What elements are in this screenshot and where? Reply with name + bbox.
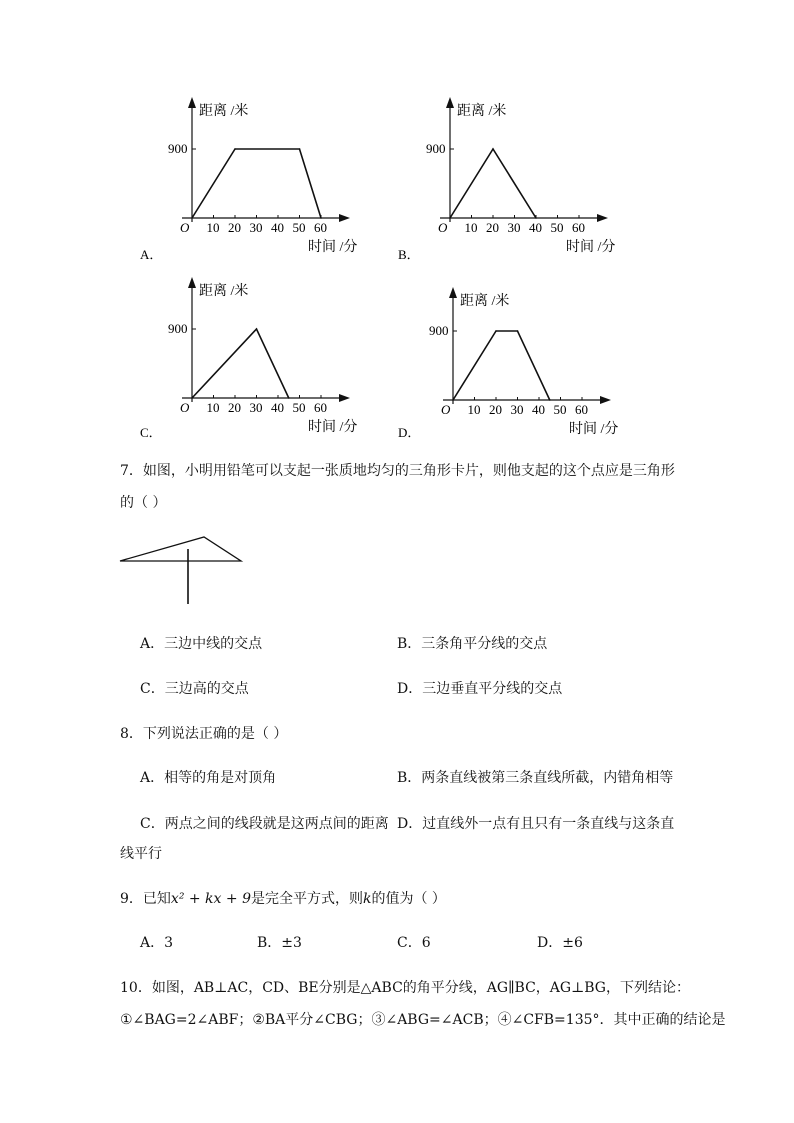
q9-option-b[interactable]: B．±3 <box>257 935 302 951</box>
data-point <box>191 397 193 399</box>
data-point <box>320 217 322 219</box>
x-tick-label: 20 <box>486 220 499 235</box>
q7-option-c[interactable]: C．三边高的交点 <box>140 681 249 697</box>
y-axis-arrow-icon <box>449 287 457 298</box>
x-tick-label: 30 <box>507 220 521 235</box>
q8-option-c[interactable]: C．两点之间的线段就是这两点间的距离 <box>140 816 389 832</box>
q7-option-b[interactable]: B．三条角平分线的交点 <box>397 636 548 652</box>
x-tick-label: 60 <box>314 400 327 415</box>
q9-expression: x² + kx + 9 <box>170 891 251 907</box>
graph-option-d <box>393 285 623 460</box>
x-tick-label: 40 <box>532 402 545 417</box>
y-axis-label: 距离 /米 <box>457 104 507 119</box>
q9-option-c[interactable]: C．6 <box>397 935 431 951</box>
x-axis-label: 时间 /分 <box>569 422 619 437</box>
data-point <box>517 330 519 332</box>
y-axis-arrow-icon <box>188 97 196 108</box>
x-tick-label: 60 <box>314 220 327 235</box>
distance-time-line <box>450 149 536 218</box>
x-axis-arrow-icon <box>600 396 611 404</box>
x-tick-label: 50 <box>292 400 306 415</box>
q9-variable: k <box>362 891 372 907</box>
x-tick-label: 30 <box>249 400 263 415</box>
q9-option-a[interactable]: A．3 <box>140 935 174 951</box>
question-10-line1: 10．如图，AB⊥AC，CD、BE分别是△ABC的角平分线，AG∥BC，AG⊥BG，下列结论： <box>120 980 690 996</box>
x-tick-label: 40 <box>271 400 284 415</box>
x-tick-label: 10 <box>206 220 220 235</box>
x-tick-label: 20 <box>228 400 241 415</box>
option-label[interactable]: C． <box>140 425 162 440</box>
option-label[interactable]: B． <box>398 247 420 262</box>
question-10-line2: ①∠BAG=2∠ABF；②BA平分∠CBG；③∠ABG=∠ACB；④∠CFB=135°．其中正确的结论是 <box>120 1012 726 1028</box>
x-axis-arrow-icon <box>339 214 350 222</box>
y-tick-label: 900 <box>429 323 449 338</box>
distance-time-line <box>192 329 289 398</box>
x-tick-label: 40 <box>529 220 542 235</box>
q9-prefix: 9．已知 <box>120 891 171 907</box>
x-tick-label: 20 <box>489 402 502 417</box>
x-tick-label: 10 <box>467 402 481 417</box>
graph-option-a <box>135 95 365 270</box>
x-tick-label: 50 <box>292 220 306 235</box>
x-tick-label: 30 <box>510 402 524 417</box>
triangle-card-figure <box>116 532 248 608</box>
q9-option-d[interactable]: D．±6 <box>537 935 583 951</box>
origin-label: O <box>180 220 190 235</box>
y-axis-arrow-icon <box>446 97 454 108</box>
x-axis-label: 时间 /分 <box>308 420 358 435</box>
y-axis-label: 距离 /米 <box>199 284 249 299</box>
origin-label: O <box>441 402 451 417</box>
data-point <box>452 399 454 401</box>
x-tick-label: 10 <box>206 400 220 415</box>
q8-option-a[interactable]: A．相等的角是对顶角 <box>140 770 277 786</box>
x-tick-label: 60 <box>572 220 585 235</box>
q7-option-a[interactable]: A．三边中线的交点 <box>140 636 263 652</box>
x-tick-label: 20 <box>228 220 241 235</box>
data-point <box>234 148 236 150</box>
x-axis-arrow-icon <box>597 214 608 222</box>
data-point <box>495 330 497 332</box>
q8-option-d-continued: 线平行 <box>120 846 162 862</box>
q7-option-d[interactable]: D．三边垂直平分线的交点 <box>397 681 563 697</box>
q8-option-b[interactable]: B．两条直线被第三条直线所截，内错角相等 <box>397 770 674 786</box>
question-9-stem <box>120 890 446 908</box>
graph-option-b <box>393 95 623 270</box>
data-point <box>535 217 537 219</box>
question-8-stem: 8．下列说法正确的是（ ） <box>120 726 288 742</box>
triangle-card <box>120 537 241 561</box>
origin-label: O <box>180 400 190 415</box>
data-point <box>492 148 494 150</box>
x-tick-label: 60 <box>575 402 588 417</box>
y-axis-arrow-icon <box>188 277 196 288</box>
y-axis-label: 距离 /米 <box>460 294 510 309</box>
data-point <box>288 397 290 399</box>
question-7-line2: 的（ ） <box>120 495 167 511</box>
option-label[interactable]: D． <box>398 425 421 440</box>
x-axis-label: 时间 /分 <box>566 240 616 255</box>
y-tick-label: 900 <box>168 141 188 156</box>
data-point <box>549 399 551 401</box>
x-tick-label: 50 <box>553 402 567 417</box>
data-point <box>449 217 451 219</box>
q9-middle: 是完全平方式，则 <box>250 891 363 907</box>
y-axis-label: 距离 /米 <box>199 104 249 119</box>
y-tick-label: 900 <box>426 141 446 156</box>
x-tick-label: 40 <box>271 220 284 235</box>
graph-option-c <box>135 275 365 450</box>
q9-suffix: 的值为（ ） <box>371 891 446 907</box>
option-label[interactable]: A． <box>140 247 163 262</box>
distance-time-line <box>192 149 321 218</box>
data-point <box>299 148 301 150</box>
x-axis-label: 时间 /分 <box>308 240 358 255</box>
distance-time-line <box>453 331 550 400</box>
data-point <box>256 328 258 330</box>
origin-label: O <box>438 220 448 235</box>
data-point <box>191 217 193 219</box>
x-tick-label: 10 <box>464 220 478 235</box>
x-tick-label: 30 <box>249 220 263 235</box>
question-7-line1: 7．如图，小明用铅笔可以支起一张质地均匀的三角形卡片，则他支起的这个点应是三角形 <box>120 463 675 479</box>
x-tick-label: 50 <box>550 220 564 235</box>
y-tick-label: 900 <box>168 321 188 336</box>
x-axis-arrow-icon <box>339 394 350 402</box>
q8-option-d[interactable]: D．过直线外一点有且只有一条直线与这条直 <box>397 816 675 832</box>
